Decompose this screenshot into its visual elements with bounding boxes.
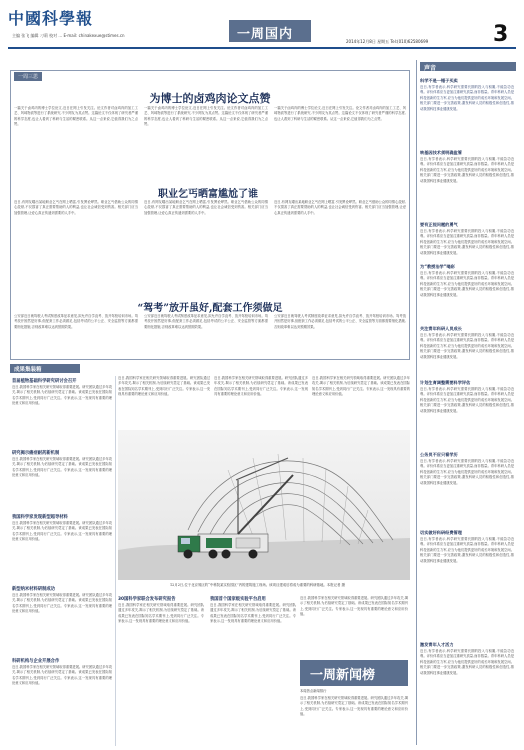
lower-item-body: 近日,我国科学家在相关研究领域取得重要进展。研究团队通过多年攻关,揭示了相关机制,为后续研究奠定了基础。该成果已发表在国际知名学术期刊上,受到同行广泛关注。专家表示,这一发现具有重要的理论意义和应用价值。	[12, 457, 112, 478]
right-item-title: 为“教授治学”喝彩	[420, 264, 455, 269]
lower-col-2-top: 近日,我国科学家在相关研究领域取得重要进展。研究团队通过多年攻关,揭示了相关机制,为后续研究奠定了基础。该成果已发表在国际知名学术期刊上,受到同行广泛关注。专家表示,这一发现具有重要的理论意义和应用价值。	[118, 376, 210, 397]
lower-item-body: 近日,我国科学家在相关研究领域取得重要进展。研究团队通过多年攻关,揭示了相关机制,为后续研究奠定了基础。该成果已发表在国际知名学术期刊上,受到同行广泛关注。专家表示,这一发现具有重要的理论意义和应用价值。	[12, 521, 112, 542]
lower-col-3-title: 我国首个国家级实验平台启用	[210, 597, 266, 602]
lower-item-title: 首届植物基础科学研究研讨会召开	[12, 379, 77, 384]
page-number: 3	[493, 22, 509, 47]
achievements-header	[10, 364, 80, 373]
headline-3: “驾考”放开虽好,配套工作须做足	[137, 303, 283, 314]
article-1-col-1: 一篇关于卤鸡肉的博士学位论文,近日在网上引发关注。论文作者对卤鸡肉的加工工艺、风味物质等进行了系统研究,不少网友为其点赞。这篇论文不仅体现了研究者严谨的科学态度,也让人看到了科研与生活的紧密联系。从这一点来说,它值得我们为之点赞。	[14, 106, 138, 127]
lower-col-4-bottom: 近日,我国科学家在相关研究领域取得重要进展。研究团队通过多年攻关,揭示了相关机制,为后续研究奠定了基础。该成果已发表在国际知名学术期刊上,受到同行广泛关注。专家表示,这一发现具有重要的理论意义和应用价值。	[300, 596, 408, 617]
headline-1: 为博士的卤鸡肉论文点赞	[149, 92, 271, 105]
article-2-col-3: 近日,有网友曝出某地职业乞丐在网上晒富,引发舆论哗然。职业乞丐借助公众的同情心敛财,不仅损害了真正需要帮助的人的利益,也让社会诚信受到伤害。相关部门应当加强管理,让爱心真正传递到需要的人手中。	[274, 200, 406, 215]
lower-item-body: 近日,我国科学家在相关研究领域取得重要进展。研究团队通过多年攻关,揭示了相关机制,为后续研究奠定了基础。该成果已发表在国际知名学术期刊上,受到同行广泛关注。专家表示,这一发现具有重要的理论意义和应用价值。	[12, 593, 112, 614]
section-banner	[229, 20, 311, 42]
weekly-news-body: 近日,我国科学家在相关研究领域取得重要进展。研究团队通过多年攻关,揭示了相关机制,为后续研究奠定了基础。该成果已发表在国际知名学术期刊上,受到同行广泛关注。专家表示,这一发现具有重要的理论意义和应用价值。	[300, 696, 408, 717]
achievements-title: 成果集装箱	[14, 367, 42, 373]
weekly-news-box	[300, 660, 408, 686]
right-item-title: 转基因技术须明确监管	[420, 150, 462, 155]
lower-item-title: 科研机构与企业开展合作	[12, 659, 60, 664]
right-item-body: 近日,有学者表示,科学研究需要长期的投入与积累,不能急功近利。评价体系应当更加注重研究质量,而非数量。青年科研人员是科技创新的生力军,应当为他们提供更好的成长环境和发展空间。相关部门要进一步完善政策,激发科研人员的积极性和创造性,推动我国科技事业健康发展。	[420, 459, 514, 485]
top-rule	[8, 47, 516, 49]
column-tag: 一周三思	[14, 72, 42, 81]
right-item-body: 近日,有学者表示,科学研究需要长期的投入与积累,不能急功近利。评价体系应当更加注重研究质量,而非数量。青年科研人员是科技创新的生力军,应当为他们提供更好的成长环境和发展空间。相关部门要进一步完善政策,激发科研人员的积极性和创造性,推动我国科技事业健康发展。	[420, 333, 514, 359]
lower-item-body: 近日,我国科学家在相关研究领域取得重要进展。研究团队通过多年攻关,揭示了相关机制,为后续研究奠定了基础。该成果已发表在国际知名学术期刊上,受到同行广泛关注。专家表示,这一发现具有重要的理论意义和应用价值。	[12, 665, 112, 686]
right-column-title: 声音	[424, 65, 437, 72]
right-item-title: 科学不是一锤子买卖	[420, 78, 458, 83]
right-item-body: 近日,有学者表示,科学研究需要长期的投入与积累,不能急功近利。评价体系应当更加注重研究质量,而非数量。青年科研人员是科技创新的生力军,应当为他们提供更好的成长环境和发展空间。相关部门要进一步完善政策,激发科研人员的积极性和创造性,推动我国科技事业健康发展。	[420, 537, 514, 563]
article-1-col-2: 一篇关于卤鸡肉的博士学位论文,近日在网上引发关注。论文作者对卤鸡肉的加工工艺、风味物质等进行了系统研究,不少网友为其点赞。这篇论文不仅体现了研究者严谨的科学态度,也让人看到了科研与生活的紧密联系。从这一点来说,它值得我们为之点赞。	[144, 106, 268, 127]
date-line: 2014年12月8日 星期五 Tel:(010)62580699	[346, 39, 429, 44]
lower-col-3-bottom: 近日,我国科学家在相关研究领域取得重要进展。研究团队通过多年攻关,揭示了相关机制,为后续研究奠定了基础。该成果已发表在国际知名学术期刊上,受到同行广泛关注。专家表示,这一发现具有重要的理论意义和应用价值。	[210, 603, 296, 624]
article-3-col-1: 公安部近日就驾驶人考试制度改革征求意见,拟允许自学直考、放开驾校培训市场。驾考放开固然是好事,但配套工作必须做足,包括考试的公平公正、安全监管等方面都需要细化措施,否则改革难以达到预期效果。	[14, 314, 138, 329]
weekly-news-title: 一周新闻榜	[310, 668, 376, 683]
right-item-body: 近日,有学者表示,科学研究需要长期的投入与积累,不能急功近利。评价体系应当更加注重研究质量,而非数量。青年科研人员是科技创新的生力军,应当为他们提供更好的成长环境和发展空间。相关部门要进一步完善政策,激发科研人员的积极性和创造性,推动我国科技事业健康发展。	[420, 229, 514, 255]
headline-2: 职业乞丐晒富尴尬了谁	[158, 189, 258, 200]
lower-item-title: 新型纳米材料研制成功	[12, 587, 55, 592]
article-3-col-2: 公安部近日就驾驶人考试制度改革征求意见,拟允许自学直考、放开驾校培训市场。驾考放开固然是好事,但配套工作必须做足,包括考试的公平公正、安全监管等方面都需要细化措施,否则改革难以达到预期效果。	[144, 314, 268, 329]
construction-photo-graphic	[118, 430, 410, 580]
article-3-col-3: 公安部近日就驾驶人考试制度改革征求意见,拟允许自学直考、放开驾校培训市场。驾考放开固然是好事,但配套工作必须做足,包括考试的公平公正、安全监管等方面都需要细化措施,否则改革难以达到预期效果。	[274, 314, 406, 329]
lower-col-2-title: 30国科学家联合发布研究报告	[118, 597, 176, 602]
weekly-news-subtitle: 本周热点新闻排行	[300, 689, 327, 693]
photo-caption: 12月2日,位于北京郊区的“中科院某实验园区”内的建筑施工现场。该项目建成后将成为重要的科研基地。本报记者 摄	[170, 583, 345, 587]
right-item-title: 关注青年科研人员成长	[420, 326, 462, 331]
article-2-col-1: 近日,有网友曝出某地职业乞丐在网上晒富,引发舆论哗然。职业乞丐借助公众的同情心敛财,不仅损害了真正需要帮助的人的利益,也让社会诚信受到伤害。相关部门应当加强管理,让爱心真正传递到需要的人手中。	[14, 200, 138, 215]
lower-item-title: 研究揭示癌症耐药新机制	[12, 451, 60, 456]
news-photo	[118, 430, 410, 580]
section-title: 一周国内	[237, 27, 294, 42]
article-2-col-2: 近日,有网友曝出某地职业乞丐在网上晒富,引发舆论哗然。职业乞丐借助公众的同情心敛财,不仅损害了真正需要帮助的人的利益,也让社会诚信受到伤害。相关部门应当加强管理,让爱心真正传递到需要的人手中。	[144, 200, 268, 215]
right-item-body: 近日,有学者表示,科学研究需要长期的投入与积累,不能急功近利。评价体系应当更加注重研究质量,而非数量。青年科研人员是科技创新的生力军,应当为他们提供更好的成长环境和发展空间。相关部门要进一步完善政策,激发科研人员的积极性和创造性,推动我国科技事业健康发展。	[420, 387, 514, 413]
right-item-body: 近日,有学者表示,科学研究需要长期的投入与积累,不能急功近利。评价体系应当更加注重研究质量,而非数量。青年科研人员是科技创新的生力军,应当为他们提供更好的成长环境和发展空间。相关部门要进一步完善政策,激发科研人员的积极性和创造性,推动我国科技事业健康发展。	[420, 157, 514, 183]
lower-col-4-top: 近日,我国科学家在相关研究领域取得重要进展。研究团队通过多年攻关,揭示了相关机制,为后续研究奠定了基础。该成果已发表在国际知名学术期刊上,受到同行广泛关注。专家表示,这一发现具有重要的理论意义和应用价值。	[312, 376, 410, 397]
right-item-title: 要有正视问题的勇气	[420, 222, 458, 227]
masthead-info: 主编 张飞 编辑 刁莉 校对 ... E-mail: chinakexue@stimes.cn	[12, 33, 125, 38]
lower-item-title: 我国科学家发现新型超导材料	[12, 515, 68, 520]
right-item-body: 近日,有学者表示,科学研究需要长期的投入与积累,不能急功近利。评价体系应当更加注重研究质量,而非数量。青年科研人员是科技创新的生力军,应当为他们提供更好的成长环境和发展空间。相关部门要进一步完善政策,激发科研人员的积极性和创造性,推动我国科技事业健康发展。	[420, 85, 514, 111]
right-item-body: 近日,有学者表示,科学研究需要长期的投入与积累,不能急功近利。评价体系应当更加注重研究质量,而非数量。青年科研人员是科技创新的生力军,应当为他们提供更好的成长环境和发展空间。相关部门要进一步完善政策,激发科研人员的积极性和创造性,推动我国科技事业健康发展。	[420, 271, 514, 297]
article-1-col-3: 一篇关于卤鸡肉的博士学位论文,近日在网上引发关注。论文作者对卤鸡肉的加工工艺、风味物质等进行了系统研究,不少网友为其点赞。这篇论文不仅体现了研究者严谨的科学态度,也让人看到了科研与生活的紧密联系。从这一点来说,它值得我们为之点赞。	[274, 106, 406, 121]
right-item-title: 公务员不应只看学历	[420, 452, 458, 457]
lower-col-3-top: 近日,我国科学家在相关研究领域取得重要进展。研究团队通过多年攻关,揭示了相关机制,为后续研究奠定了基础。该成果已发表在国际知名学术期刊上,受到同行广泛关注。专家表示,这一发现具有重要的理论意义和应用价值。	[214, 376, 308, 397]
right-item-title: 激发青年人才活力	[420, 642, 454, 647]
masthead	[0, 0, 524, 48]
column-divider	[115, 376, 116, 746]
lower-item-body: 近日,我国科学家在相关研究领域取得重要进展。研究团队通过多年攻关,揭示了相关机制,为后续研究奠定了基础。该成果已发表在国际知名学术期刊上,受到同行广泛关注。专家表示,这一发现具有重要的理论意义和应用价值。	[12, 385, 112, 406]
right-column-header	[420, 62, 516, 71]
right-item-title: 计划生育调整需要科学评估	[420, 380, 471, 385]
right-item-body: 近日,有学者表示,科学研究需要长期的投入与积累,不能急功近利。评价体系应当更加注重研究质量,而非数量。青年科研人员是科技创新的生力军,应当为他们提供更好的成长环境和发展空间。相关部门要进一步完善政策,激发科研人员的积极性和创造性,推动我国科技事业健康发展。	[420, 649, 514, 675]
newspaper-logo: 中國科學報	[8, 9, 94, 28]
lower-col-2-bottom: 近日,我国科学家在相关研究领域取得重要进展。研究团队通过多年攻关,揭示了相关机制,为后续研究奠定了基础。该成果已发表在国际知名学术期刊上,受到同行广泛关注。专家表示,这一发现具有重要的理论意义和应用价值。	[118, 603, 204, 624]
right-item-title: 切实做好科研经费管理	[420, 530, 462, 535]
